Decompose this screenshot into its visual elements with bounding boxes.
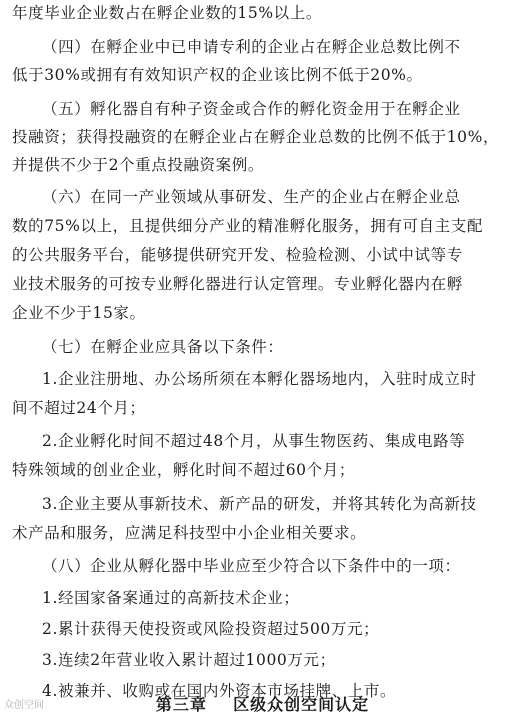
- paragraph-line: 3.企业主要从事新技术、新产品的研发，并将其转化为高新技: [42, 495, 477, 513]
- paragraph-line: 4.被兼并、收购或在国内外资本市场挂牌、上市。: [42, 682, 397, 700]
- paragraph-line: 企业不少于15家。: [12, 304, 146, 322]
- paragraph-line: 投融资；获得投融资的在孵企业占在孵企业总数的比例不低于10%，: [12, 128, 500, 146]
- paragraph-line: 数的75%以上，且提供细分产业的精准孵化服务，拥有可自主支配: [12, 217, 483, 235]
- paragraph-line: 的公共服务平台，能够提供研究开发、检验检测、小试中试等专: [12, 246, 463, 264]
- paragraph-line: （六）在同一产业领域从事研发、生产的企业占在孵企业总: [42, 188, 461, 206]
- paragraph-line: 并提供不少于2个重点投融资案例。: [12, 156, 264, 174]
- paragraph-line: 年度毕业企业数占在孵企业数的15%以上。: [12, 4, 322, 22]
- paragraph-line: 2.企业孵化时间不超过48个月，从事生物医药、集成电路等: [42, 432, 466, 450]
- paragraph-line: 业技术服务的可按专业孵化器进行认定管理。专业孵化器内在孵: [12, 275, 463, 293]
- paragraph-line: 低于30%或拥有有效知识产权的企业该比例不低于20%。: [12, 66, 423, 84]
- paragraph-line: 术产品和服务，应满足科技型中小企业相关要求。: [12, 524, 367, 542]
- paragraph-line: （七）在孵企业应具备以下条件：: [42, 338, 284, 356]
- watermark: 众创空间: [4, 700, 44, 711]
- paragraph-line: 1.经国家备案通过的高新技术企业；: [42, 589, 300, 607]
- paragraph-line: 2.累计获得天使投资或风险投资超过500万元；: [42, 620, 380, 638]
- paragraph-line: 1.企业注册地、办公场所须在本孵化器场地内，入驻时成立时: [42, 370, 477, 388]
- chapter-title: 第三章 区级众创空间认定: [155, 695, 370, 714]
- paragraph-line: 特殊领域的创业企业，孵化时间不超过60个月；: [12, 461, 355, 479]
- paragraph-line: （四）在孵企业中已申请专利的企业占在孵企业总数比例不: [42, 38, 461, 56]
- paragraph-line: （五）孵化器自有种子资金或合作的孵化资金用于在孵企业: [42, 100, 461, 118]
- paragraph-line: 3.连续2年营业收入累计超过1000万元；: [42, 651, 336, 669]
- paragraph-line: 间不超过24个月；: [12, 399, 146, 417]
- paragraph-line: （八）企业从孵化器中毕业应至少符合以下条件中的一项：: [42, 557, 461, 575]
